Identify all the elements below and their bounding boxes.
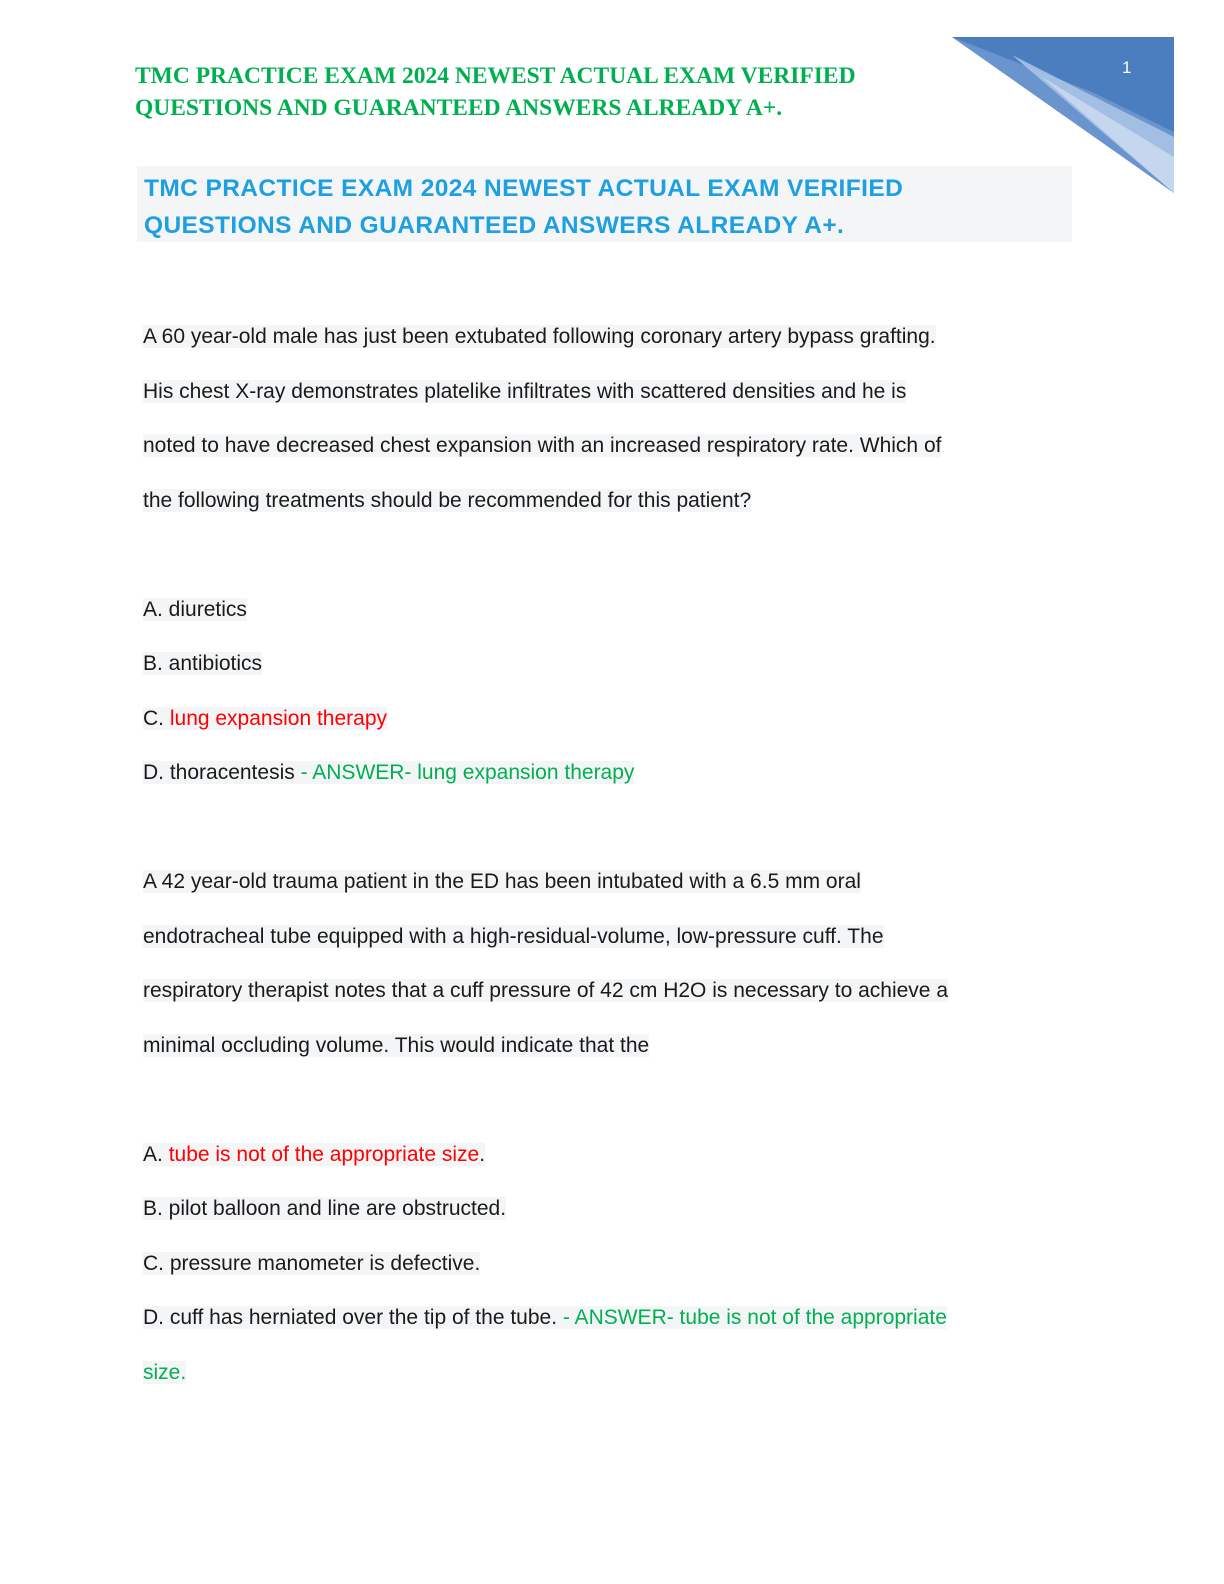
question-2-stem-line: minimal occluding volume. This would indicate that the <box>143 1033 650 1057</box>
document-title-line2: QUESTIONS AND GUARANTEED ANSWERS ALREADY A+. <box>144 212 845 239</box>
question-1-stem-line: His chest X-ray demonstrates platelike infiltrates with scattered densities and he is <box>143 379 907 403</box>
document-title <box>137 166 1072 242</box>
question-2 <box>143 855 1083 1400</box>
answer-text: - ANSWER- lung expansion therapy <box>300 761 635 784</box>
question-2-stem-line: A 42 year-old trauma patient in the ED has been intubated with a 6.5 mm oral <box>143 870 861 893</box>
question-1 <box>143 310 1083 801</box>
question-1-stem-line: the following treatments should be recommended for this patient? <box>143 488 752 512</box>
question-1-option-a: A. diuretics <box>143 597 247 621</box>
correct-option-text: lung expansion therapy <box>169 706 388 730</box>
question-2-option-a: A. tube is not of the appropriate size. <box>143 1142 486 1166</box>
document-title-line1: TMC PRACTICE EXAM 2024 NEWEST ACTUAL EXAM VERIFIED <box>144 175 904 202</box>
question-2-option-d: D. cuff has herniated over the tip of the tube. - ANSWER- tube is not of the appropriate <box>143 1306 947 1329</box>
question-1-option-b: B. antibiotics <box>143 652 263 675</box>
question-1-option-d: D. thoracentesis - ANSWER- lung expansion therapy <box>143 761 635 784</box>
question-2-option-c: C. pressure manometer is defective. <box>143 1251 481 1275</box>
question-1-stem-line: A 60 year-old male has just been extubated following coronary artery bypass grafting. <box>143 325 936 348</box>
question-2-option-b: B. pilot balloon and line are obstructed. <box>143 1197 507 1220</box>
question-1-option-c: C. lung expansion therapy <box>143 706 388 730</box>
question-1-stem-line: noted to have decreased chest expansion with an increased respiratory rate. Which of <box>143 434 942 457</box>
header-title-line1: TMC PRACTICE EXAM 2024 NEWEST ACTUAL EXAM VERIFIED <box>135 63 856 89</box>
question-2-stem-line: endotracheal tube equipped with a high-residual-volume, low-pressure cuff. The <box>143 924 884 948</box>
question-2-answer-continued: size. <box>143 1360 187 1384</box>
header-title <box>135 60 975 124</box>
document-body <box>143 310 1083 1400</box>
question-2-stem-line: respiratory therapist notes that a cuff pressure of 42 cm H2O is necessary to achieve a <box>143 979 949 1002</box>
correct-option-text: tube is not of the appropriate size <box>168 1142 480 1166</box>
header-title-line2: QUESTIONS AND GUARANTEED ANSWERS ALREADY A+. <box>135 95 783 121</box>
answer-text: - ANSWER- tube is not of the appropriate <box>562 1306 947 1329</box>
page-number: 1 <box>1122 58 1132 77</box>
